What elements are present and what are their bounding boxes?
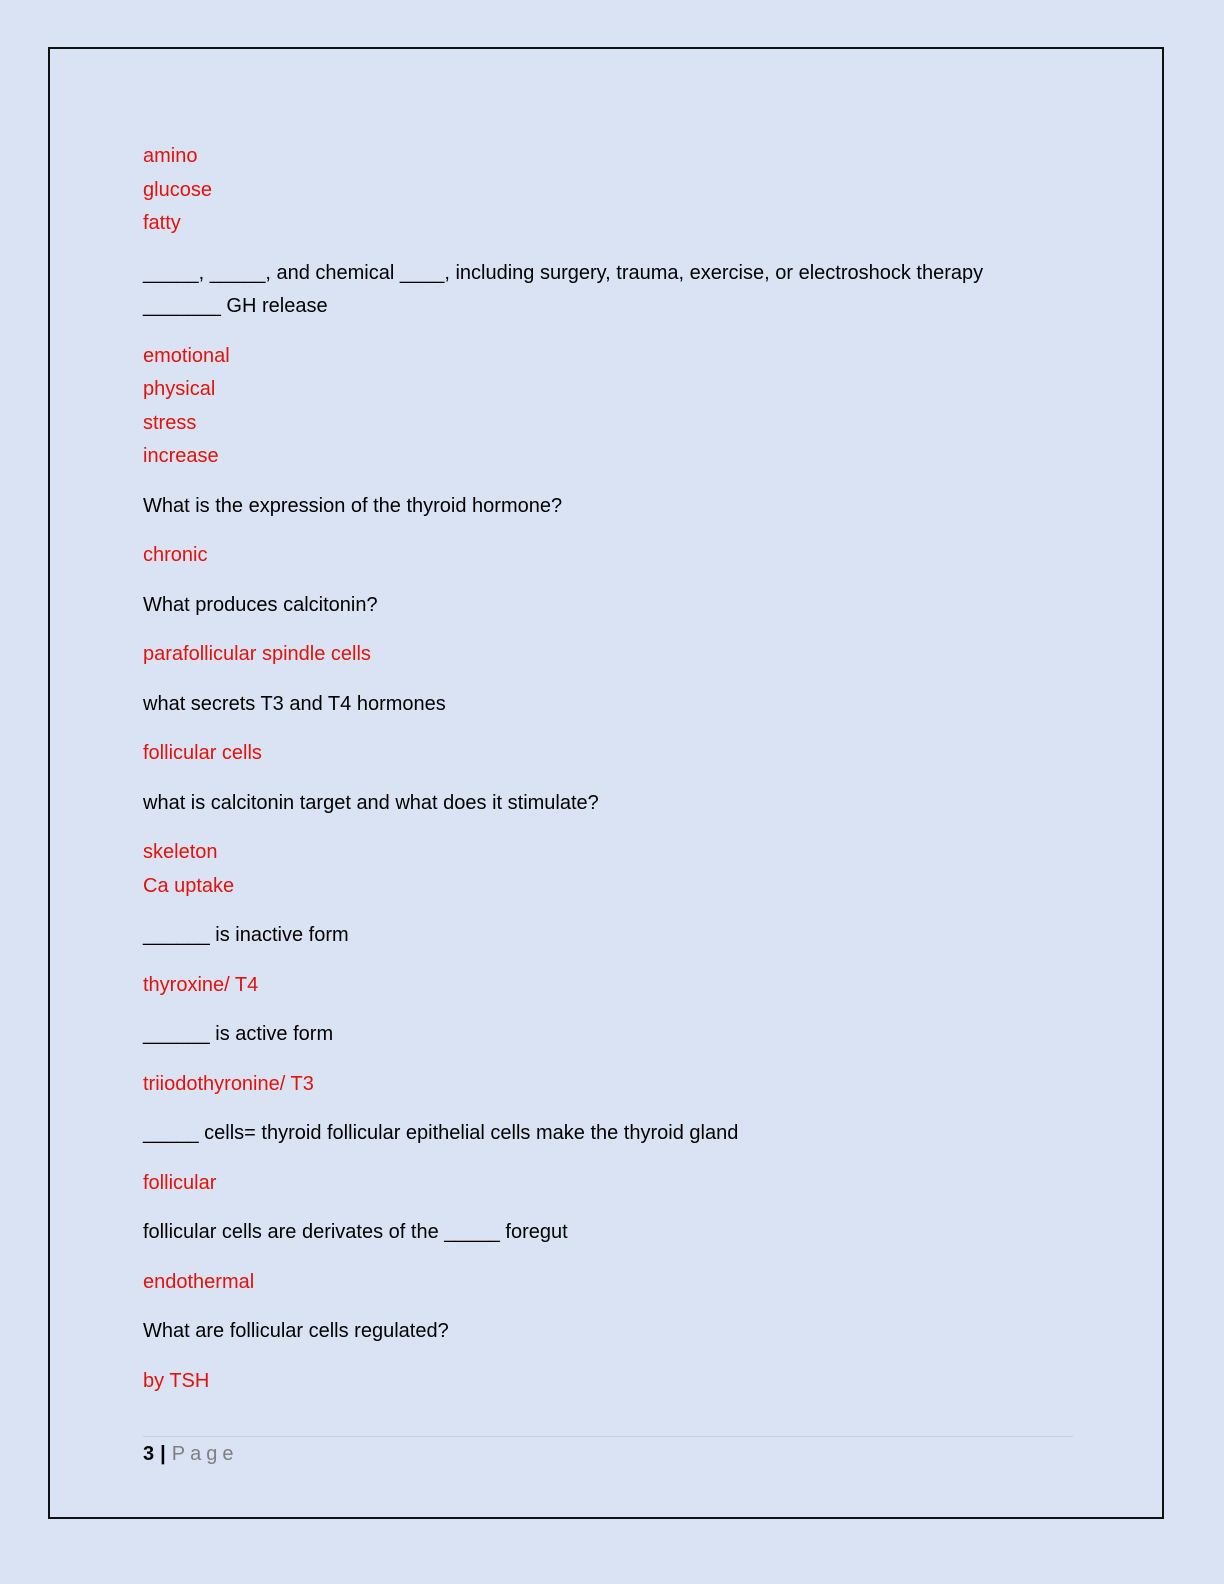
- question-line: _______ GH release: [143, 295, 328, 317]
- question-line: what is calcitonin target and what does it stimulate?: [143, 791, 599, 814]
- answer-line: fatty: [143, 212, 181, 234]
- question-block: [143, 257, 1073, 324]
- question-line: What is the expression of the thyroid hormone?: [143, 494, 563, 517]
- question-line: ______ is active form: [143, 1023, 334, 1045]
- question-block: [143, 1018, 1073, 1052]
- answer-block: [143, 1365, 1073, 1399]
- question-line: _____ cells= thyroid follicular epithelial cells make the thyroid gland: [143, 1122, 739, 1144]
- answer-block: [143, 836, 1073, 903]
- answer-line: follicular: [143, 1171, 217, 1194]
- answer-block: [143, 539, 1073, 573]
- page-number: 3: [143, 1443, 155, 1465]
- question-line: ______ is inactive form: [143, 924, 349, 946]
- answer-block: [143, 1266, 1073, 1300]
- answer-line: follicular cells: [143, 742, 262, 764]
- question-block: [143, 919, 1073, 953]
- answer-line: endothermal: [143, 1270, 255, 1293]
- question-line: What are follicular cells regulated?: [143, 1320, 449, 1342]
- question-block: [143, 1216, 1073, 1250]
- answer-line: chronic: [143, 544, 208, 566]
- question-line: What produces calcitonin?: [143, 593, 378, 616]
- page-footer: [143, 1438, 238, 1471]
- footer-divider: [143, 1436, 1073, 1437]
- page-label: Page: [171, 1443, 239, 1465]
- question-block: [143, 787, 1073, 821]
- answer-line: skeleton: [143, 841, 218, 863]
- answer-line: by TSH: [143, 1369, 210, 1392]
- answer-block: [143, 737, 1073, 771]
- answer-line: emotional: [143, 344, 230, 367]
- question-block: [143, 589, 1073, 623]
- answer-block: [143, 140, 1073, 241]
- answer-line: parafollicular spindle cells: [143, 643, 371, 665]
- answer-line: glucose: [143, 178, 212, 201]
- answer-block: [143, 1068, 1073, 1102]
- question-line: follicular cells are derivates of the _____ foregut: [143, 1221, 568, 1243]
- answer-block: [143, 340, 1073, 474]
- question-line: what secrets T3 and T4 hormones: [143, 692, 446, 715]
- footer-separator: |: [160, 1443, 166, 1465]
- question-line: _____, _____, and chemical ____, including surgery, trauma, exercise, or electroshock therapy: [143, 261, 984, 284]
- answer-line: physical: [143, 378, 216, 400]
- answer-block: [143, 1167, 1073, 1201]
- answer-line: amino: [143, 145, 198, 167]
- answer-block: [143, 969, 1073, 1003]
- answer-line: increase: [143, 445, 219, 467]
- answer-block: [143, 638, 1073, 672]
- document-body: [143, 140, 1073, 1414]
- answer-line: Ca uptake: [143, 874, 235, 897]
- question-block: [143, 1117, 1073, 1151]
- question-block: [143, 490, 1073, 524]
- answer-line: triiodothyronine/ T3: [143, 1072, 314, 1095]
- answer-line: thyroxine/ T4: [143, 973, 259, 996]
- question-block: [143, 688, 1073, 722]
- answer-line: stress: [143, 411, 197, 434]
- question-block: [143, 1315, 1073, 1349]
